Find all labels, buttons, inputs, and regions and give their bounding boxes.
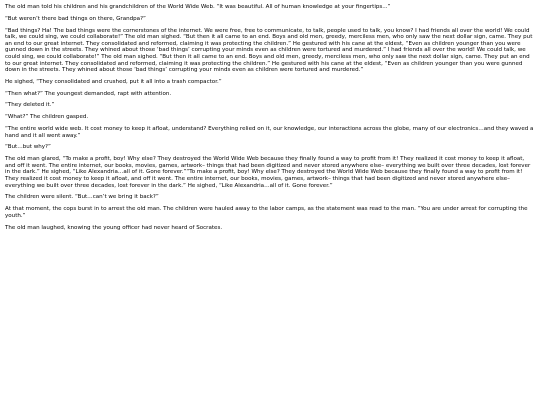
paragraph-arrest: At that moment, the cops burst in to arrest the old man. The children were hauled away to the labor camps, as the statement was read to the man. “You are under arrest for corrupting the youth.” (5, 206, 528, 219)
paragraph-children-silent: The children were silent. “But…can’t we bring it back?” (5, 194, 159, 201)
story-document (5, 4, 535, 231)
paragraph-deleted: “They deleted it.” (5, 102, 55, 109)
paragraph-old-man-glared: The old man glared, “To make a profit, boy! Why else? They destroyed the World Wide Web because they finally found a way to profit from it! They realized it cost money to keep it afloat, and off it went. The entire internet, our books, movies, games, artwork– things that had been digitized and never stored anywhere else– everything we built over three decades, lost forever in the dark.” He sighed, “Like Alexandria…all of it. Gone forever.”“To make a profit, boy! Why else? They destroyed the World Wide Web because they finally found a way to profit from it! They realized it cost money to keep it afloat, and off it went. The entire internet, our books, movies, games, artwork– things that had been digitized and never stored anywhere else– everything we built over three decades, lost forever in the dark.” He sighed, “Like Alexandria…all of it. Gone forever.” (5, 156, 531, 189)
paragraph-consolidated: He sighed, “They consolidated and crushed, put it all into a trash compactor.” (5, 78, 222, 85)
paragraph-socrates: The old man laughed, knowing the young officer had never heard of Socrates. (5, 224, 223, 231)
paragraph-opening: The old man told his children and his grandchildren of the World Wide Web. “It was beautiful. All of human knowledge at your fingertips...” (5, 4, 391, 10)
paragraph-entire-web: “The entire world wide web. It cost money to keep it afloat, understand? Everything relied on it, our knowledge, our interactions across the globe, many of our electronics…and they waved a hand and it all went away.” (5, 126, 534, 139)
paragraph-question-bad-things: “But weren’t there bad things on there, Grandpa?” (5, 15, 146, 22)
paragraph-bad-things-answer: “Bad things? Ha! The bad things were the cornerstones of the internet. We were free, free to communicate, to talk, people used to talk, you know? I had friends all over the world! We could talk, we could sing, we could collaborate!” The old man sighed. “But then it all came to an end. Boys and old men, greedy, merciless men, who only saw the next dollar sign, came. They put an end to our great internet. They consolidated and reformed, claiming it was protecting the children.” He gestured with his cane at the eldest, “Even as children younger than you were gunned down in the streets. They whined about those ‘bad things’ corrupting your minds even as children were tortured and murdered.” I had friends all over the world! We could talk, we could sing, we could collaborate!” The old man sighed. “But then it all came to an end. Boys and old men, greedy, merciless men, who only saw the next dollar sign, came. They put an end to our great internet. They consolidated and reformed, claiming it was protecting the children.” He gestured with his cane at the eldest, “Even as children younger than you were gunned down in the streets. They whined about those ‘bad things’ corrupting your minds even as children were tortured and murdered.” (5, 27, 533, 74)
paragraph-gasped: “What?” The children gasped. (5, 114, 89, 121)
paragraph-but-why: “But…but why?” (5, 144, 51, 151)
paragraph-then-what: “Then what?” The youngest demanded, rapt with attention. (5, 90, 172, 97)
